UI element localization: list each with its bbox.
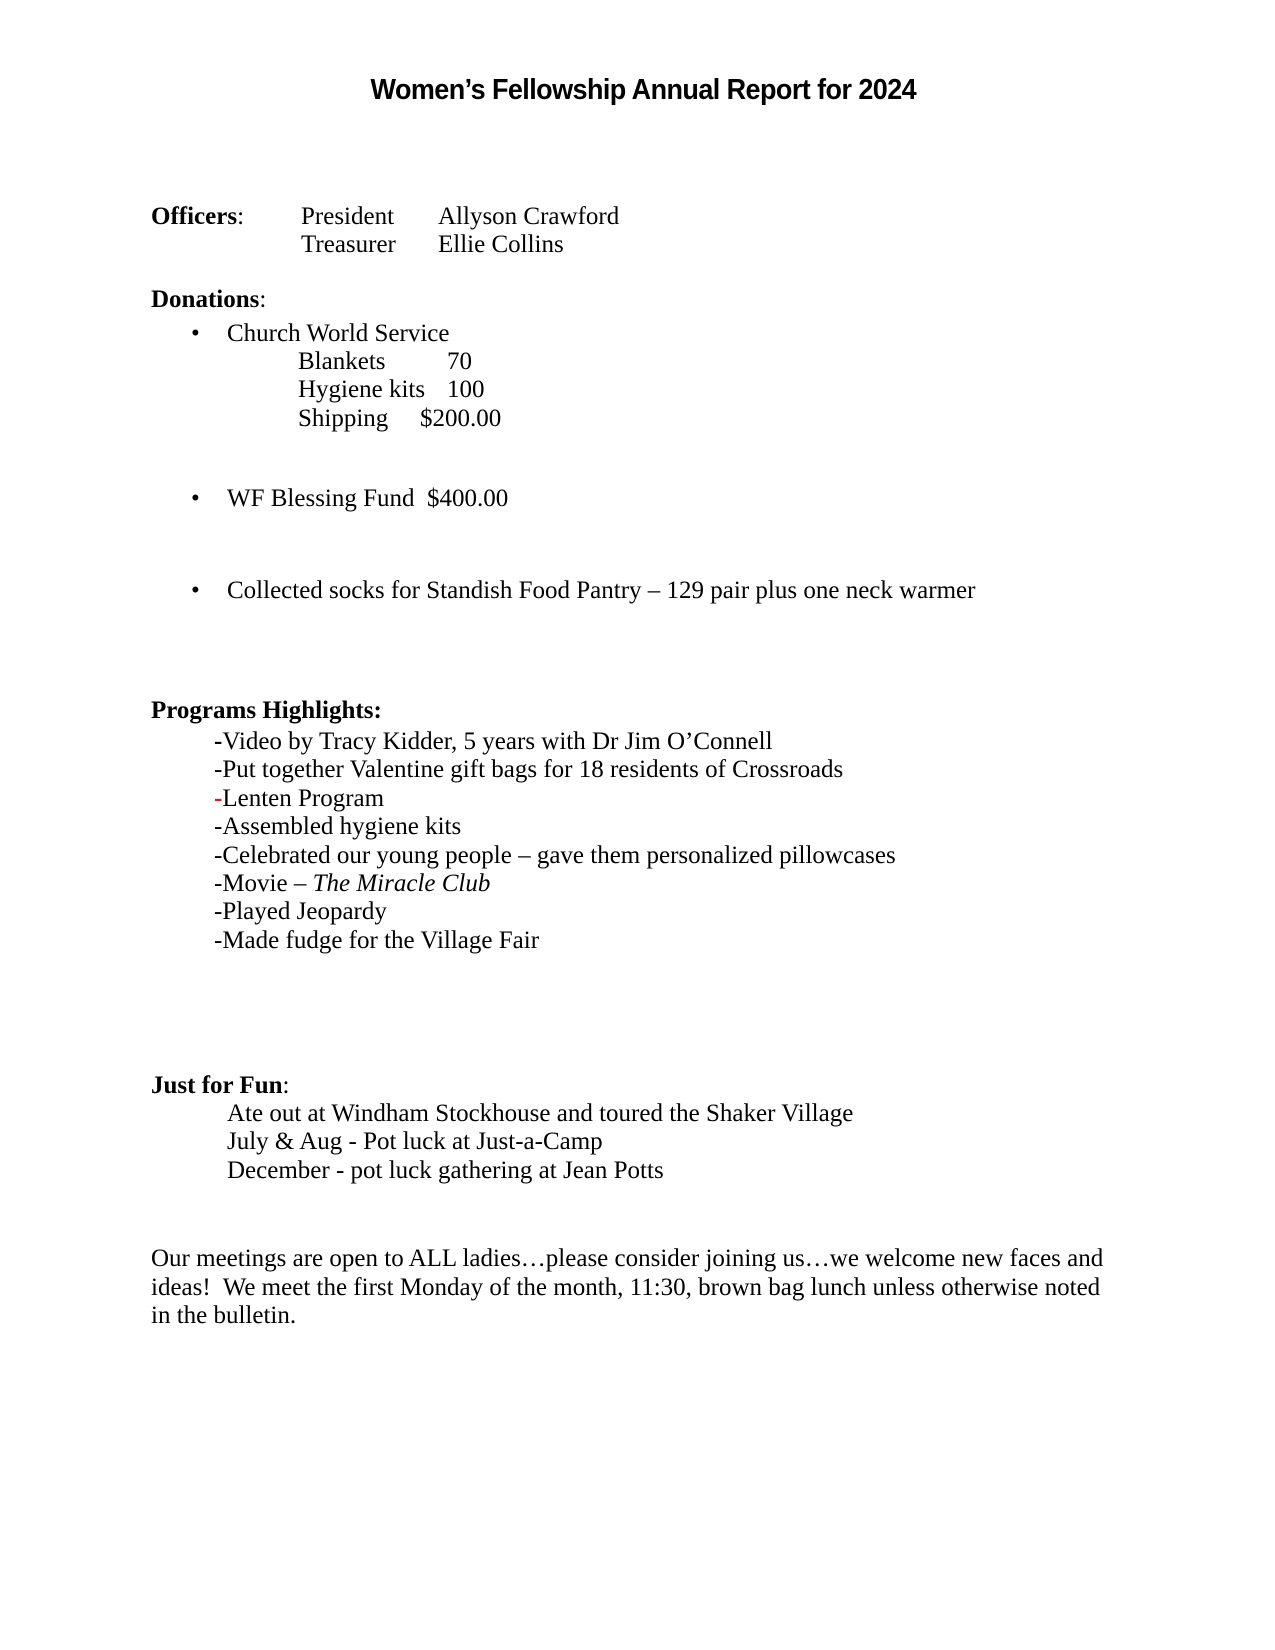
- just-for-fun-heading-colon: :: [282, 1072, 290, 1099]
- dash-prefix: -: [214, 898, 223, 926]
- program-item: [151, 785, 1211, 813]
- program-item-text: Lenten Program: [222, 784, 385, 812]
- officer-role: Treasurer: [301, 231, 396, 259]
- cws-detail-row: [151, 405, 501, 433]
- detail-label: Blankets: [298, 348, 386, 375]
- donation-item-label: WF Blessing Fund: [227, 485, 415, 513]
- program-item: [151, 813, 1211, 841]
- donation-item-label: Church World Service: [227, 320, 450, 347]
- officer-name: Allyson Crawford: [438, 203, 620, 230]
- program-item-text: Assembled hygiene kits: [222, 813, 462, 841]
- dash-prefix: -: [214, 728, 223, 755]
- donation-item-value: $400.00: [427, 485, 509, 513]
- just-for-fun-heading: [151, 1072, 289, 1100]
- detail-value: 70: [447, 348, 472, 375]
- donation-item-label: Collected socks for Standish Food Pantry – 129 pair plus one neck warmer: [227, 576, 976, 604]
- officer-name: Ellie Collins: [438, 231, 564, 259]
- title-container: [151, 74, 1136, 106]
- officers-heading-label: Officers: [151, 203, 238, 230]
- officer-role: President: [301, 203, 395, 230]
- cws-detail-list: [151, 348, 501, 433]
- closing-line: ideas! We meet the first Monday of the month, 11:30, brown bag lunch unless otherwise noted: [151, 1273, 1101, 1301]
- just-for-fun-item: July & Aug - Pot luck at Just-a-Camp: [227, 1128, 603, 1156]
- program-item-text: Put together Valentine gift bags for 18 residents of Crossroads: [222, 756, 844, 784]
- programs-list: [151, 728, 1211, 955]
- officer-row: [151, 203, 619, 231]
- dash-prefix: -: [214, 870, 223, 898]
- program-item-text: Movie –: [222, 870, 313, 898]
- donations-heading: [151, 286, 266, 314]
- cws-detail-row: [151, 348, 501, 376]
- detail-value: 100: [447, 376, 485, 404]
- program-item-text: Celebrated our young people – gave them personalized pillowcases: [222, 841, 896, 869]
- bullet-icon: •: [191, 320, 200, 347]
- closing-paragraph: [151, 1245, 1161, 1331]
- dash-prefix-red: -: [214, 784, 223, 812]
- donations-heading-colon: :: [259, 286, 267, 313]
- donation-item-blessing-fund: [151, 485, 1212, 513]
- detail-label: Shipping: [298, 404, 389, 432]
- program-item: [151, 728, 1211, 756]
- officer-row: [151, 231, 619, 259]
- just-for-fun-item: December - pot luck gathering at Jean Potts: [227, 1156, 664, 1184]
- bullet-icon: •: [191, 576, 200, 604]
- just-for-fun-list: [151, 1100, 1211, 1185]
- donation-item-cws: [151, 320, 1212, 348]
- closing-line: in the bulletin.: [151, 1302, 297, 1329]
- program-item-text: Video by Tracy Kidder, 5 years with Dr Jim O’Connell: [222, 728, 773, 755]
- detail-value: $200.00: [420, 404, 502, 432]
- movie-title: The Miracle Club: [312, 870, 491, 898]
- donation-item-socks: [151, 577, 1275, 605]
- dash-prefix: -: [214, 841, 223, 869]
- dash-prefix: -: [214, 926, 223, 954]
- just-for-fun-item: Ate out at Windham Stockhouse and toured the Shaker Village: [227, 1100, 854, 1127]
- program-item-text: Made fudge for the Village Fair: [222, 926, 540, 954]
- closing-line: Our meetings are open to ALL ladies…please consider joining us…we welcome new faces and: [151, 1245, 1104, 1272]
- cws-detail-row: [151, 376, 501, 404]
- detail-label: Hygiene kits: [298, 376, 426, 404]
- donations-heading-label: Donations: [151, 286, 260, 313]
- bullet-icon: •: [191, 485, 200, 513]
- dash-prefix: -: [214, 756, 223, 784]
- programs-heading: Programs Highlights:: [151, 697, 382, 724]
- officers-section: [151, 203, 619, 260]
- program-item: [151, 898, 1211, 926]
- program-item: [151, 870, 1211, 898]
- dash-prefix: -: [214, 813, 223, 841]
- program-item-text: Played Jeopardy: [222, 898, 387, 926]
- program-item: [151, 842, 1211, 870]
- officers-heading-colon: :: [237, 203, 245, 230]
- program-item: [151, 927, 1211, 955]
- officers-heading: [151, 203, 301, 231]
- just-for-fun-heading-label: Just for Fun: [151, 1072, 283, 1099]
- program-item: [151, 756, 1211, 784]
- page-title: Women’s Fellowship Annual Report for 2024: [370, 74, 917, 106]
